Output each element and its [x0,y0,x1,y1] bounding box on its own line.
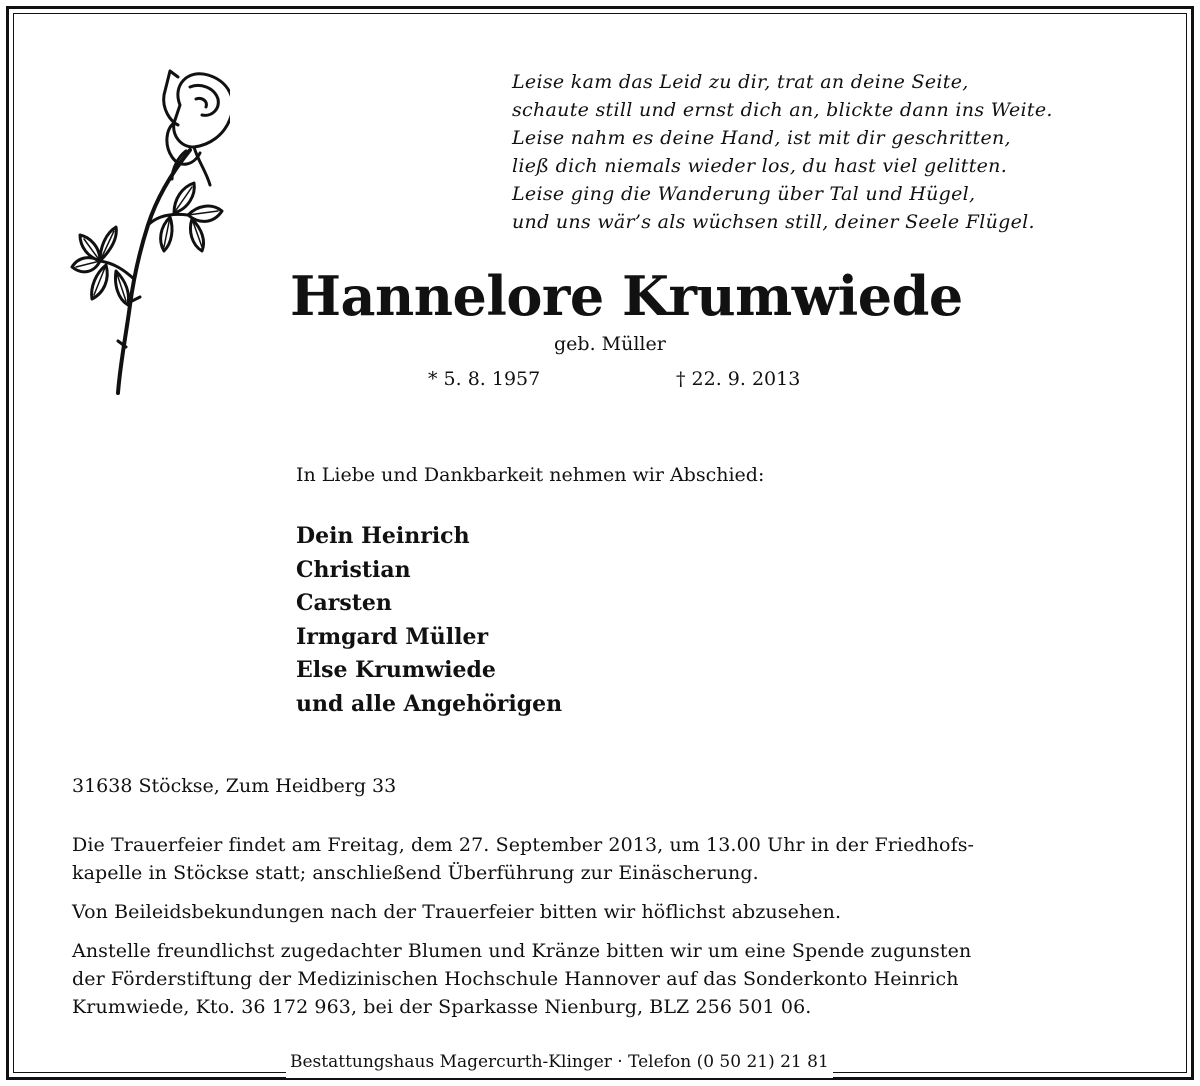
paragraph-line: Von Beileidsbekundungen nach der Trauerfeier bitten wir höflichst abzusehen. [72,901,842,923]
mourner-name: Else Krumwiede [296,657,496,684]
deceased-name: Hannelore Krumwiede [290,264,963,328]
paragraph-line: Anstelle freundlichst zugedachter Blumen und Kränze bitten wir um eine Spende zugunsten [72,940,972,962]
birth-date: * 5. 8. 1957 [428,368,541,390]
maiden-name: geb. Müller [554,333,666,355]
poem-line: ließ dich niemals wieder los, du hast viel gelitten. [512,155,1008,177]
mourner-name: Dein Heinrich [296,523,470,549]
rose-illustration-icon [60,65,230,405]
mourner-name: Christian [296,556,411,583]
poem-line: Leise nahm es deine Hand, ist mit dir geschritten, [512,127,1011,149]
poem-line: und uns wär’s als wüchsen still, deiner Seele Flügel. [512,211,1035,233]
paragraph-line: kapelle in Stöckse statt; anschließend Überführung zur Einäscherung. [72,862,759,884]
footer-underline [281,1078,919,1080]
paragraph-line: Die Trauerfeier findet am Freitag, dem 27. September 2013, um 13.00 Uhr in der Friedhofs- [72,834,975,856]
mourner-name: Carsten [296,590,392,617]
condolence-note-paragraph [72,898,841,926]
poem-line: schaute still und ernst dich an, blickte dann ins Weite. [512,99,1053,121]
poem-line: Leise ging die Wanderung über Tal und Hügel, [512,183,976,205]
address: 31638 Stöckse, Zum Heidberg 33 [72,775,397,797]
paragraph-line: Krumwiede, Kto. 36 172 963, bei der Sparkasse Nienburg, BLZ 256 501 06. [72,996,812,1018]
mourners-list [296,520,562,722]
funeral-info-paragraph [72,831,974,887]
death-date: † 22. 9. 2013 [676,368,801,390]
funeral-home-footer: Bestattungshaus Magercurth-Klinger · Telefon (0 50 21) 21 81 [286,1048,833,1078]
farewell-line: In Liebe und Dankbarkeit nehmen wir Abschied: [296,464,765,486]
donation-paragraph [72,937,971,1021]
poem-line: Leise kam das Leid zu dir, trat an deine Seite, [512,71,969,93]
mourner-name: Irmgard Müller [296,623,489,650]
poem [512,68,1053,236]
paragraph-line: der Förderstiftung der Medizinischen Hochschule Hannover auf das Sonderkonto Heinrich [72,968,959,990]
mourner-name: und alle Angehörigen [296,690,563,717]
